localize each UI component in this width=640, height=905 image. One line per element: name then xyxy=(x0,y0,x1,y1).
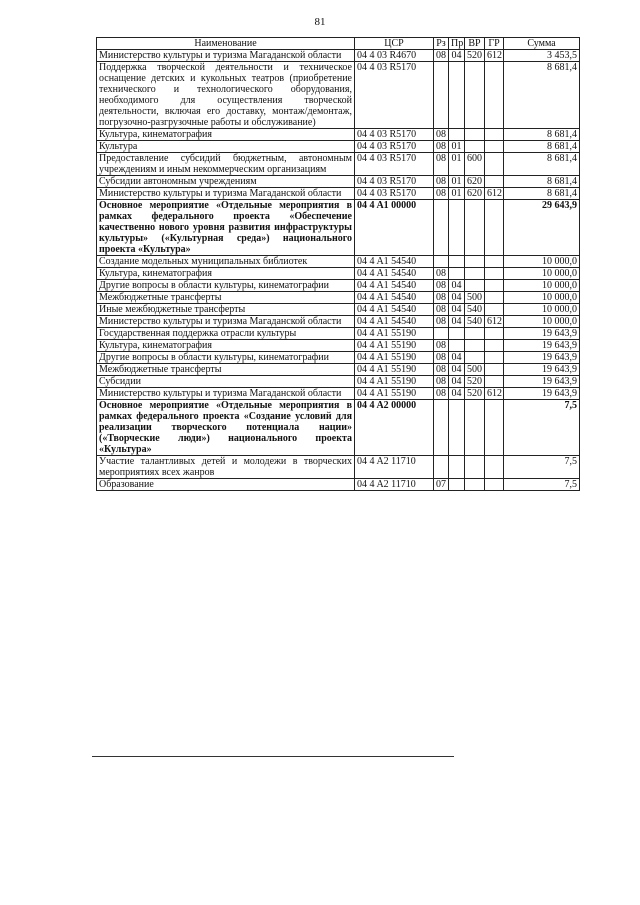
cell-rz: 08 xyxy=(434,292,449,304)
page-number: 81 xyxy=(314,16,326,28)
cell-pr: 01 xyxy=(449,188,465,200)
cell-sum: 10 000,0 xyxy=(504,292,580,304)
cell-pr: 01 xyxy=(449,176,465,188)
cell-rz: 08 xyxy=(434,268,449,280)
cell-pr: 04 xyxy=(449,280,465,292)
cell-rz: 08 xyxy=(434,153,449,176)
table-row xyxy=(97,268,580,280)
cell-csr: 04 4 A1 54540 xyxy=(355,280,434,292)
cell-rz xyxy=(434,328,449,340)
cell-gr xyxy=(485,340,504,352)
cell-name: Основное мероприятие «Отдельные мероприятия в рамках федерального проекта «Обеспечение качественно нового уровня развития инфраструктуры культуры» («Культурная среда») национального проекта «Культура» xyxy=(97,200,355,256)
cell-name: Поддержка творческой деятельности и техническое оснащение детских и кукольных театров (приобретение технического и технологического оборудования, необходимого для осуществления творческой деятельности, включая его доставку, монтаж/демонтаж, погрузочно-разгрузочные работы и обслуживание) xyxy=(97,62,355,129)
cell-vr: 520 xyxy=(465,376,485,388)
table-row xyxy=(97,256,580,268)
cell-csr: 04 4 03 R4670 xyxy=(355,50,434,62)
cell-csr: 04 4 A1 00000 xyxy=(355,200,434,256)
cell-csr: 04 4 03 R5170 xyxy=(355,176,434,188)
cell-vr: 520 xyxy=(465,388,485,400)
cell-sum: 10 000,0 xyxy=(504,256,580,268)
cell-pr: 01 xyxy=(449,153,465,176)
cell-csr: 04 4 A2 11710 xyxy=(355,456,434,479)
cell-gr xyxy=(485,479,504,491)
table-row xyxy=(97,376,580,388)
cell-name: Министерство культуры и туризма Магаданской области xyxy=(97,50,355,62)
header-csr: ЦСР xyxy=(355,38,434,50)
cell-sum: 7,5 xyxy=(504,479,580,491)
cell-rz: 08 xyxy=(434,176,449,188)
budget-table xyxy=(96,37,580,491)
header-sum: Сумма xyxy=(504,38,580,50)
table-row xyxy=(97,328,580,340)
cell-sum: 7,5 xyxy=(504,400,580,456)
cell-gr: 612 xyxy=(485,50,504,62)
table-row xyxy=(97,141,580,153)
cell-sum: 8 681,4 xyxy=(504,141,580,153)
cell-rz: 08 xyxy=(434,340,449,352)
cell-csr: 04 4 A1 55190 xyxy=(355,376,434,388)
cell-csr: 04 4 03 R5170 xyxy=(355,153,434,176)
cell-name: Культура, кинематография xyxy=(97,340,355,352)
cell-sum: 19 643,9 xyxy=(504,352,580,364)
cell-name: Межбюджетные трансферты xyxy=(97,364,355,376)
cell-gr: 612 xyxy=(485,388,504,400)
cell-vr: 620 xyxy=(465,188,485,200)
cell-vr xyxy=(465,62,485,129)
cell-csr: 04 4 A1 55190 xyxy=(355,364,434,376)
cell-pr xyxy=(449,400,465,456)
cell-rz xyxy=(434,200,449,256)
cell-sum: 19 643,9 xyxy=(504,328,580,340)
cell-csr: 04 4 A1 55190 xyxy=(355,328,434,340)
cell-sum: 8 681,4 xyxy=(504,153,580,176)
table-row xyxy=(97,280,580,292)
cell-sum: 19 643,9 xyxy=(504,340,580,352)
cell-sum: 8 681,4 xyxy=(504,176,580,188)
cell-gr xyxy=(485,328,504,340)
cell-rz xyxy=(434,256,449,268)
cell-gr xyxy=(485,400,504,456)
cell-rz: 08 xyxy=(434,129,449,141)
cell-gr xyxy=(485,376,504,388)
cell-pr: 04 xyxy=(449,352,465,364)
cell-csr: 04 4 A1 54540 xyxy=(355,292,434,304)
cell-sum: 7,5 xyxy=(504,456,580,479)
cell-sum: 10 000,0 xyxy=(504,268,580,280)
cell-csr: 04 4 A1 55190 xyxy=(355,340,434,352)
cell-vr: 520 xyxy=(465,50,485,62)
cell-name: Предоставление субсидий бюджетным, автономным учреждениям и иным некоммерческим организациям xyxy=(97,153,355,176)
header-vr: ВР xyxy=(465,38,485,50)
header-rz: Рз xyxy=(434,38,449,50)
cell-vr xyxy=(465,268,485,280)
cell-name: Министерство культуры и туризма Магаданской области xyxy=(97,388,355,400)
cell-vr xyxy=(465,141,485,153)
cell-rz: 08 xyxy=(434,376,449,388)
cell-gr xyxy=(485,352,504,364)
cell-gr: 612 xyxy=(485,188,504,200)
header-name: Наименование xyxy=(97,38,355,50)
cell-pr: 04 xyxy=(449,316,465,328)
cell-name: Межбюджетные трансферты xyxy=(97,292,355,304)
table-row xyxy=(97,456,580,479)
cell-gr xyxy=(485,304,504,316)
cell-pr xyxy=(449,328,465,340)
cell-rz: 08 xyxy=(434,141,449,153)
cell-pr xyxy=(449,256,465,268)
cell-pr: 04 xyxy=(449,364,465,376)
cell-vr xyxy=(465,479,485,491)
table-row xyxy=(97,340,580,352)
cell-name: Участие талантливых детей и молодежи в творческих мероприятиях всех жанров xyxy=(97,456,355,479)
header-pr: Пр xyxy=(449,38,465,50)
cell-name: Культура, кинематография xyxy=(97,268,355,280)
cell-rz: 08 xyxy=(434,280,449,292)
cell-vr xyxy=(465,280,485,292)
cell-pr xyxy=(449,129,465,141)
cell-vr: 540 xyxy=(465,316,485,328)
cell-csr: 04 4 A2 11710 xyxy=(355,479,434,491)
cell-rz: 08 xyxy=(434,388,449,400)
cell-vr xyxy=(465,256,485,268)
cell-rz xyxy=(434,400,449,456)
cell-csr: 04 4 03 R5170 xyxy=(355,62,434,129)
cell-pr xyxy=(449,62,465,129)
cell-sum: 8 681,4 xyxy=(504,129,580,141)
cell-gr xyxy=(485,364,504,376)
cell-sum: 19 643,9 xyxy=(504,388,580,400)
table-row xyxy=(97,316,580,328)
table-row xyxy=(97,292,580,304)
cell-name: Иные межбюджетные трансферты xyxy=(97,304,355,316)
cell-csr: 04 4 A2 00000 xyxy=(355,400,434,456)
cell-vr xyxy=(465,400,485,456)
cell-name: Другие вопросы в области культуры, кинематографии xyxy=(97,352,355,364)
cell-name: Образование xyxy=(97,479,355,491)
cell-sum: 8 681,4 xyxy=(504,188,580,200)
cell-vr xyxy=(465,340,485,352)
cell-pr xyxy=(449,340,465,352)
table-row xyxy=(97,62,580,129)
cell-pr: 04 xyxy=(449,50,465,62)
cell-name: Министерство культуры и туризма Магаданской области xyxy=(97,188,355,200)
cell-vr xyxy=(465,200,485,256)
cell-gr xyxy=(485,153,504,176)
cell-gr xyxy=(485,62,504,129)
cell-gr: 612 xyxy=(485,316,504,328)
cell-csr: 04 4 A1 55190 xyxy=(355,352,434,364)
cell-name: Государственная поддержка отрасли культуры xyxy=(97,328,355,340)
cell-pr xyxy=(449,268,465,280)
cell-sum: 10 000,0 xyxy=(504,304,580,316)
header-gr: ГР xyxy=(485,38,504,50)
cell-name: Создание модельных муниципальных библиотек xyxy=(97,256,355,268)
table-row xyxy=(97,50,580,62)
cell-csr: 04 4 03 R5170 xyxy=(355,129,434,141)
table-header xyxy=(97,38,580,50)
cell-vr: 500 xyxy=(465,364,485,376)
cell-vr xyxy=(465,129,485,141)
cell-gr xyxy=(485,280,504,292)
table-row xyxy=(97,352,580,364)
cell-rz: 08 xyxy=(434,316,449,328)
cell-vr: 500 xyxy=(465,292,485,304)
cell-csr: 04 4 A1 54540 xyxy=(355,268,434,280)
cell-gr xyxy=(485,456,504,479)
cell-sum: 19 643,9 xyxy=(504,376,580,388)
table-row xyxy=(97,400,580,456)
cell-gr xyxy=(485,292,504,304)
cell-vr xyxy=(465,456,485,479)
cell-sum: 8 681,4 xyxy=(504,62,580,129)
cell-rz: 08 xyxy=(434,50,449,62)
cell-csr: 04 4 A1 54540 xyxy=(355,316,434,328)
cell-rz: 08 xyxy=(434,304,449,316)
cell-name: Основное мероприятие «Отдельные мероприятия в рамках федерального проекта «Создание условий для реализации творческого потенциала нации» («Творческие люди») национального проекта «Культура» xyxy=(97,400,355,456)
cell-pr: 04 xyxy=(449,304,465,316)
cell-rz: 07 xyxy=(434,479,449,491)
cell-vr xyxy=(465,328,485,340)
table-row xyxy=(97,176,580,188)
table-row xyxy=(97,388,580,400)
cell-pr xyxy=(449,479,465,491)
cell-rz: 08 xyxy=(434,188,449,200)
cell-vr: 620 xyxy=(465,176,485,188)
cell-csr: 04 4 03 R5170 xyxy=(355,188,434,200)
table-row xyxy=(97,153,580,176)
cell-csr: 04 4 03 R5170 xyxy=(355,141,434,153)
table-row xyxy=(97,304,580,316)
cell-gr xyxy=(485,141,504,153)
cell-rz xyxy=(434,456,449,479)
cell-csr: 04 4 A1 55190 xyxy=(355,388,434,400)
table-row xyxy=(97,200,580,256)
cell-gr xyxy=(485,268,504,280)
cell-sum: 29 643,9 xyxy=(504,200,580,256)
cell-gr xyxy=(485,176,504,188)
cell-sum: 3 453,5 xyxy=(504,50,580,62)
table-row xyxy=(97,188,580,200)
table-row xyxy=(97,364,580,376)
table-row xyxy=(97,479,580,491)
cell-rz: 08 xyxy=(434,352,449,364)
cell-csr: 04 4 A1 54540 xyxy=(355,256,434,268)
cell-gr xyxy=(485,256,504,268)
cell-vr: 600 xyxy=(465,153,485,176)
cell-name: Культура, кинематография xyxy=(97,129,355,141)
cell-gr xyxy=(485,129,504,141)
cell-pr: 04 xyxy=(449,292,465,304)
cell-sum: 19 643,9 xyxy=(504,364,580,376)
table-body xyxy=(97,50,580,491)
cell-vr xyxy=(465,352,485,364)
cell-rz xyxy=(434,62,449,129)
cell-pr xyxy=(449,200,465,256)
cell-rz: 08 xyxy=(434,364,449,376)
cell-pr: 04 xyxy=(449,376,465,388)
footer-divider xyxy=(92,756,454,757)
cell-name: Культура xyxy=(97,141,355,153)
cell-sum: 10 000,0 xyxy=(504,280,580,292)
cell-csr: 04 4 A1 54540 xyxy=(355,304,434,316)
cell-gr xyxy=(485,200,504,256)
cell-pr: 04 xyxy=(449,388,465,400)
cell-pr xyxy=(449,456,465,479)
cell-sum: 10 000,0 xyxy=(504,316,580,328)
cell-vr: 540 xyxy=(465,304,485,316)
cell-name: Субсидии автономным учреждениям xyxy=(97,176,355,188)
table-row xyxy=(97,129,580,141)
cell-pr: 01 xyxy=(449,141,465,153)
cell-name: Другие вопросы в области культуры, кинематографии xyxy=(97,280,355,292)
cell-name: Субсидии xyxy=(97,376,355,388)
cell-name: Министерство культуры и туризма Магаданской области xyxy=(97,316,355,328)
